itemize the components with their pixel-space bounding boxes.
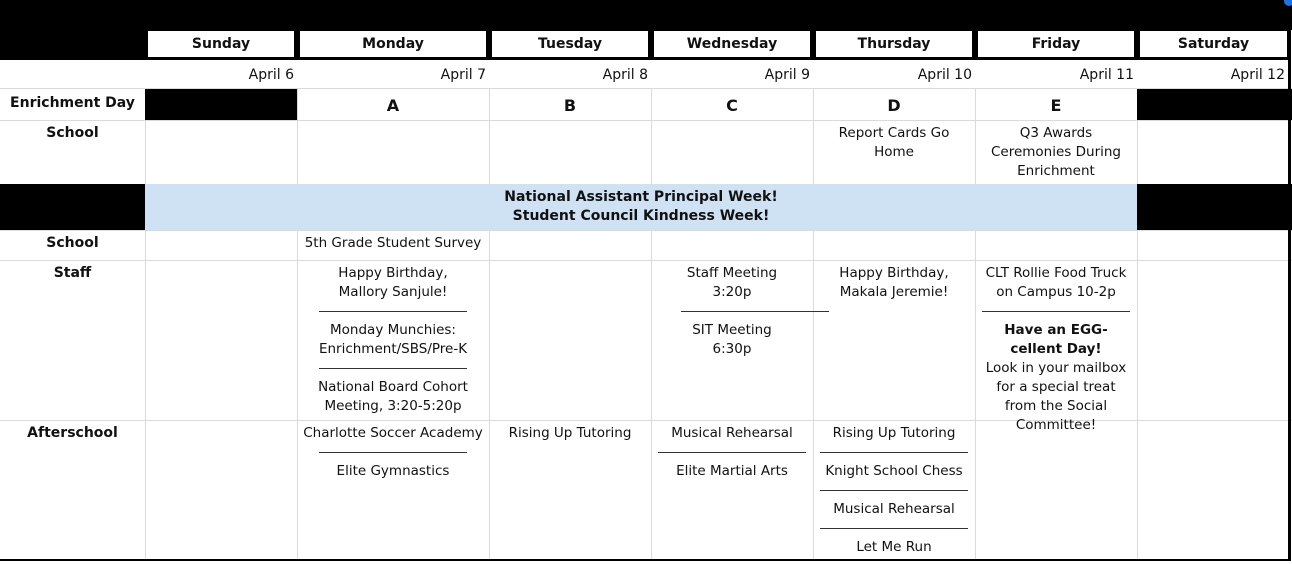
- enrichment-saturday-blocked: [1137, 89, 1292, 120]
- afterschool-event: Elite Gymnastics: [336, 463, 450, 479]
- staff-monday: [297, 261, 489, 420]
- day-header-wednesday: [651, 28, 813, 60]
- staff-event: Monday Munchies: Enrichment/SBS/Pre-K: [318, 322, 468, 357]
- staff-friday: [975, 261, 1137, 433]
- grid-line: [0, 230, 1292, 231]
- day-header-tuesday: [489, 28, 651, 60]
- row-label-school-2: School: [46, 235, 99, 251]
- staff-event: Happy Birthday, Makala Jeremie!: [839, 265, 949, 300]
- afterschool-event: Charlotte Soccer Academy: [303, 425, 483, 441]
- row-label-staff: Staff: [53, 265, 92, 281]
- enrichment-sunday-blocked: [145, 89, 297, 120]
- staff-event-bold: Have an EGG-cellent Day!: [1004, 322, 1108, 357]
- row-label-enrichment-day: Enrichment Day: [10, 95, 135, 111]
- banner-left-block: [0, 184, 145, 230]
- enrichment-letter-thursday: D: [887, 96, 901, 115]
- banner-line-2: Student Council Kindness Week!: [512, 208, 770, 224]
- bottom-border: [0, 559, 1291, 561]
- staff-event: Staff Meeting 3:20p: [686, 265, 778, 300]
- grid-line: [1137, 88, 1138, 560]
- grid-line: [145, 88, 146, 560]
- afterschool-event: Knight School Chess: [825, 463, 963, 479]
- event-separator: [820, 528, 968, 529]
- date-wednesday: April 9: [764, 67, 810, 83]
- staff-event: Look in your mailbox for a special treat from the Social Committee!: [985, 360, 1127, 433]
- school-monday-event: 5th Grade Student Survey: [304, 235, 482, 251]
- enrichment-letter-friday: E: [1050, 96, 1062, 115]
- day-label: Wednesday: [686, 35, 778, 52]
- top-bar: [0, 0, 1292, 30]
- staff-wednesday: [651, 261, 813, 420]
- date-saturday: April 12: [1230, 67, 1285, 83]
- row-label-school: School: [46, 125, 99, 141]
- afterschool-event: Musical Rehearsal: [833, 501, 955, 517]
- day-label: Saturday: [1177, 35, 1250, 52]
- day-header-friday: [975, 28, 1137, 60]
- event-separator: [982, 311, 1130, 312]
- date-tuesday: April 8: [602, 67, 648, 83]
- event-separator: [820, 490, 968, 491]
- cursor-marker: [1284, 0, 1292, 6]
- afterschool-monday: [297, 421, 489, 560]
- day-header-monday: [297, 28, 489, 60]
- day-header-thursday: [813, 28, 975, 60]
- event-separator: [681, 311, 829, 312]
- event-separator: [319, 452, 467, 453]
- day-label: Thursday: [857, 35, 931, 52]
- day-label: Tuesday: [538, 35, 602, 52]
- week-banner: [145, 184, 1137, 230]
- event-separator: [820, 452, 968, 453]
- date-monday: April 7: [440, 67, 486, 83]
- afterschool-event: Elite Martial Arts: [676, 463, 788, 479]
- afterschool-event: Musical Rehearsal: [671, 425, 793, 441]
- event-separator: [319, 311, 467, 312]
- afterschool-event: Rising Up Tutoring: [832, 425, 956, 441]
- right-border: [1288, 28, 1291, 561]
- staff-event: SIT Meeting 6:30p: [692, 322, 772, 357]
- banner-line-1: National Assistant Principal Week!: [504, 189, 778, 205]
- day-label: Friday: [1031, 35, 1081, 52]
- date-sunday: April 6: [248, 67, 294, 83]
- school-friday-event: Q3 Awards Ceremonies During Enrichment: [990, 125, 1122, 179]
- enrichment-letter-monday: A: [386, 96, 400, 115]
- staff-event: CLT Rollie Food Truck on Campus 10-2p: [985, 265, 1127, 300]
- afterschool-event: Rising Up Tutoring: [508, 425, 632, 441]
- staff-event: National Board Cohort Meeting, 3:20-5:20p: [318, 379, 468, 414]
- corner-block: [0, 30, 145, 60]
- afterschool-thursday: [813, 421, 975, 560]
- enrichment-letter-wednesday: C: [726, 96, 738, 115]
- event-separator: [658, 452, 806, 453]
- afterschool-event: Let Me Run: [856, 539, 932, 555]
- day-header-saturday: [1137, 28, 1290, 60]
- day-label: Sunday: [191, 35, 251, 52]
- afterschool-wednesday: [651, 421, 813, 560]
- day-label: Monday: [362, 35, 424, 52]
- row-label-afterschool: Afterschool: [27, 425, 118, 441]
- staff-event: Happy Birthday, Mallory Sanjule!: [338, 265, 448, 300]
- event-separator: [319, 368, 467, 369]
- enrichment-letter-tuesday: B: [563, 96, 577, 115]
- banner-right-block: [1137, 184, 1292, 230]
- date-friday: April 11: [1079, 67, 1134, 83]
- afterschool-tuesday: [489, 421, 651, 560]
- school-thursday-event: Report Cards Go Home: [838, 125, 950, 160]
- day-header-sunday: [145, 28, 297, 60]
- date-thursday: April 10: [917, 67, 972, 83]
- staff-thursday: [813, 261, 975, 420]
